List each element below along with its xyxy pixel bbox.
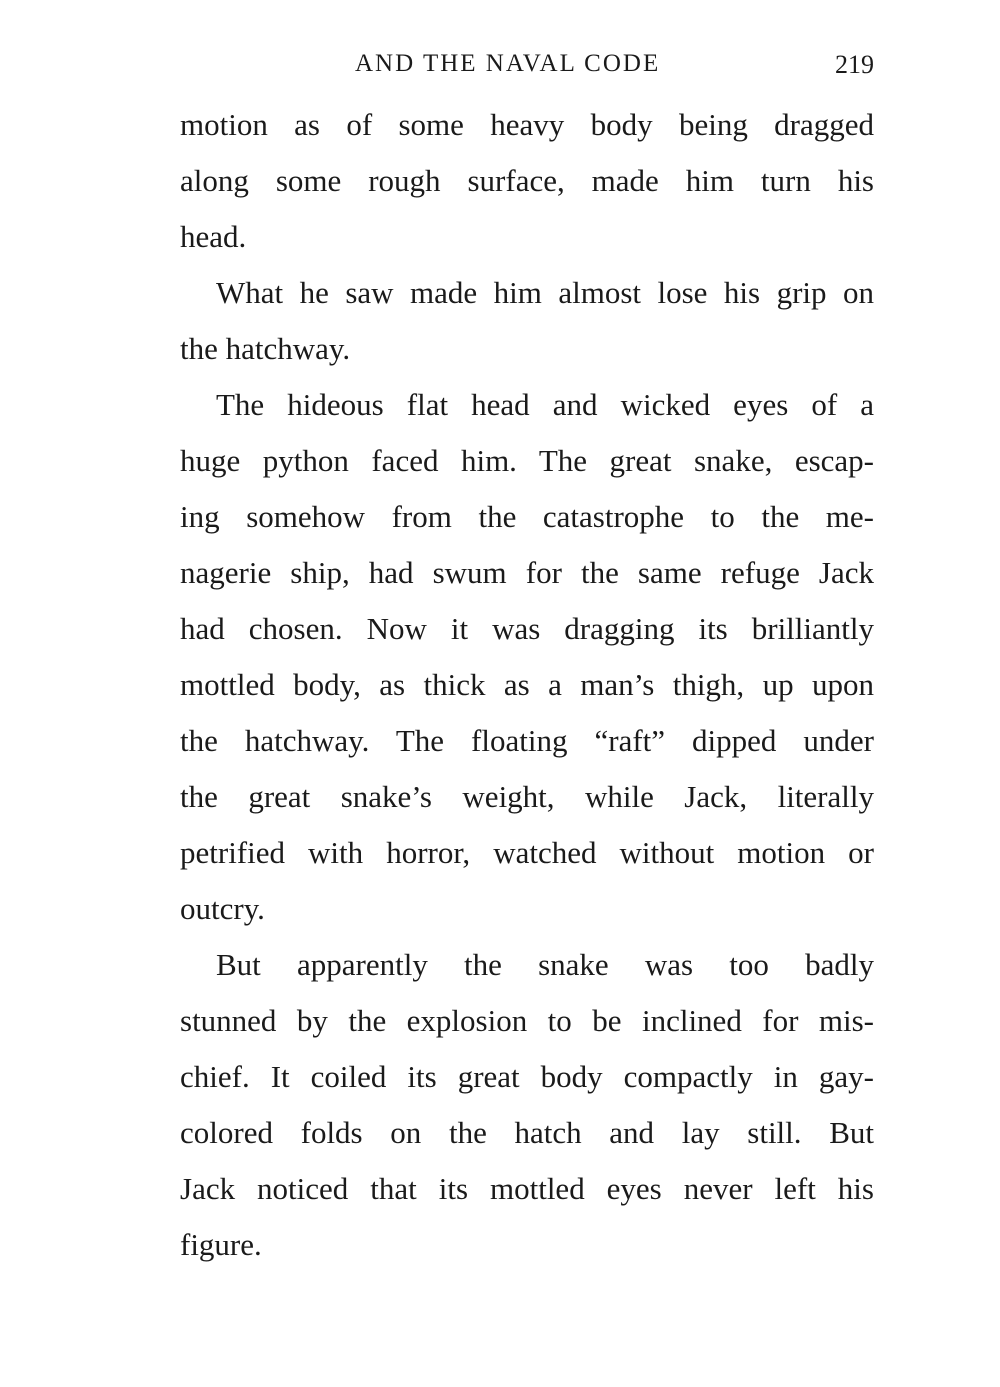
text-line: petrified with horror, watched without motion or [180, 835, 874, 870]
page-number: 219 [835, 50, 874, 79]
text-line: outcry. [180, 891, 265, 926]
text-line: along some rough surface, made him turn his [180, 163, 874, 198]
text-line: colored folds on the hatch and lay still. But [180, 1115, 874, 1150]
text-line: motion as of some heavy body being dragged [180, 107, 874, 142]
running-head [180, 50, 874, 86]
text-line: the hatchway. [180, 331, 351, 366]
text-line: the great snake’s weight, while Jack, literally [180, 779, 874, 814]
text-line: had chosen. Now it was dragging its brilliantly [180, 611, 874, 646]
paragraph [180, 377, 874, 937]
running-title: AND THE NAVAL CODE [355, 50, 661, 77]
text-line: ing somehow from the catastrophe to the me- [180, 499, 874, 534]
text-line: stunned by the explosion to be inclined for mis- [180, 1003, 874, 1038]
text-line: Jack noticed that its mottled eyes never left his [180, 1171, 874, 1206]
text-line: mottled body, as thick as a man’s thigh, up upon [180, 667, 874, 702]
body-text [180, 97, 874, 1273]
paragraph [180, 937, 874, 1273]
text-line: The hideous flat head and wicked eyes of a [216, 387, 874, 422]
text-line: But apparently the snake was too badly [216, 947, 874, 982]
text-line: figure. [180, 1227, 262, 1262]
text-line: the hatchway. The floating “raft” dipped under [180, 723, 874, 758]
text-line: chief. It coiled its great body compactly in gay- [180, 1059, 874, 1094]
paragraph [180, 97, 874, 265]
text-line: nagerie ship, had swum for the same refuge Jack [180, 555, 874, 590]
text-line: huge python faced him. The great snake, escap- [180, 443, 874, 478]
text-line: What he saw made him almost lose his grip on [216, 275, 874, 310]
paragraph [180, 265, 874, 377]
text-line: head. [180, 219, 247, 254]
